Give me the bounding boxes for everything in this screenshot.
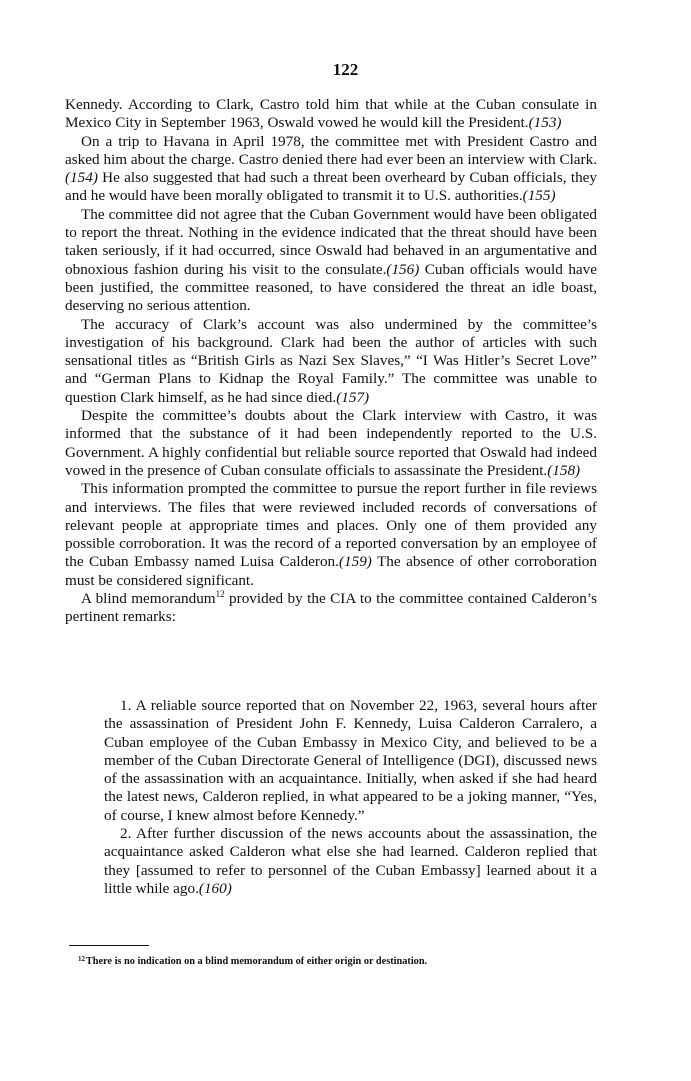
citation-ref: (157): [336, 388, 370, 406]
citation-ref: (155): [522, 187, 556, 205]
citation-ref: (153): [528, 114, 562, 132]
footnote-marker: 12: [78, 955, 85, 963]
citation-ref: (156): [386, 260, 420, 278]
text-run: The accuracy of Clark’s account was also undermined by the committee’s investigation of his background. Clark had been the author of articles with such sensational titles as “British Girls as Nazi Sex Slaves,” “I Was Hitler’s Secret Love” and “German Plans to Kidnap the Royal Family.” The committee was unable to question Clark himself, as he had since died.: [65, 315, 597, 406]
body-text: [65, 96, 597, 627]
citation-ref: (159): [338, 553, 372, 571]
text-run: provided by the CIA to the committee contained Calderon’s pertinent remarks:: [65, 590, 597, 626]
paragraphs-paragraph: [65, 206, 597, 316]
text-run: Despite the committee’s doubts about the Clark interview with Castro, it was informed that the substance of it had been independently reported to the U.S. Government. A highly confidential but reliable source reported that Oswald had indeed vowed in the presence of Cuban consulate officials to assassinate the President.: [65, 407, 597, 479]
paragraphs-paragraph: [65, 480, 597, 590]
footnote: [78, 953, 598, 968]
paragraphs-paragraph: [65, 316, 597, 407]
paragraphs-paragraph: [65, 133, 597, 206]
paragraphs-paragraph: [65, 407, 597, 480]
text-run: Cuban officials would have been justified, the committee reasoned, to have considered the threat an idle boast, deserving no serious attention.: [65, 260, 597, 315]
text-run: Kennedy. According to Clark, Castro told him that while at the Cuban consulate in Mexico City in September 1963, Oswald vowed he would kill the President.: [65, 96, 597, 132]
quote_paragraphs-paragraph: [104, 697, 597, 825]
text-run: The absence of other corroboration must be considered significant.: [65, 553, 597, 589]
citation-ref: (154): [65, 169, 98, 187]
footnote-ref: 12: [215, 589, 225, 600]
citation-ref: (158): [547, 461, 581, 479]
citation-ref: (160): [198, 879, 232, 897]
text-run: 2. After further discussion of the news accounts about the assassination, the acquaintance asked Calderon what else she had learned. Calderon replied that they [assumed to refer to personnel of the Cuban Embassy] learned about it a little while ago.: [104, 825, 597, 897]
paragraphs-paragraph: [65, 590, 597, 627]
text-run: This information prompted the committee to pursue the report further in file reviews and interviews. The files that were reviewed included records of conversations of relevant people at appropriate times and places. Only one of them provided any possible corroboration. It was the record of a reported conversation by an employee of the Cuban Embassy named Luisa Calderon.: [65, 480, 597, 571]
text-run: 1. A reliable source reported that on November 22, 1963, several hours after the assassination of President John F. Kennedy, Luisa Calderon Carralero, a Cuban employee of the Cuban Embassy in Mexico City, and believed to be a member of the Cuban Directorate General of Intelligence (DGI), discussed news of the assassination with an acquaintance. Initially, when asked if she had heard the latest news, Calderon replied, in what appeared to be a joking manner, “Yes, of course, I knew almost before Kennedy.”: [104, 697, 597, 824]
page-number: 122: [332, 60, 359, 79]
block-quote: [104, 697, 597, 898]
text-run: A blind memorandum: [81, 590, 216, 608]
text-run: On a trip to Havana in April 1978, the committee met with President Castro and asked him about the charge. Castro denied there had ever been an interview with Clark.: [65, 132, 597, 168]
footnote-text: There is no indication on a blind memorandum of either origin or destination.: [85, 956, 428, 967]
paragraphs-paragraph: [65, 96, 597, 133]
text-run: The committee did not agree that the Cuban Government would have been obligated to report the threat. Nothing in the evidence indicated that the threat should have been taken seriously, if it had occurred, since Oswald had behaved in an argumentative and obnoxious fashion during his visit to the consulate.: [65, 205, 597, 278]
text-run: He also suggested that had such a threat been overheard by Cuban officials, they and he would have been morally obligated to transmit it to U.S. authorities.: [65, 169, 597, 205]
footnote-rule: [69, 945, 149, 946]
quote_paragraphs-paragraph: [104, 825, 597, 898]
